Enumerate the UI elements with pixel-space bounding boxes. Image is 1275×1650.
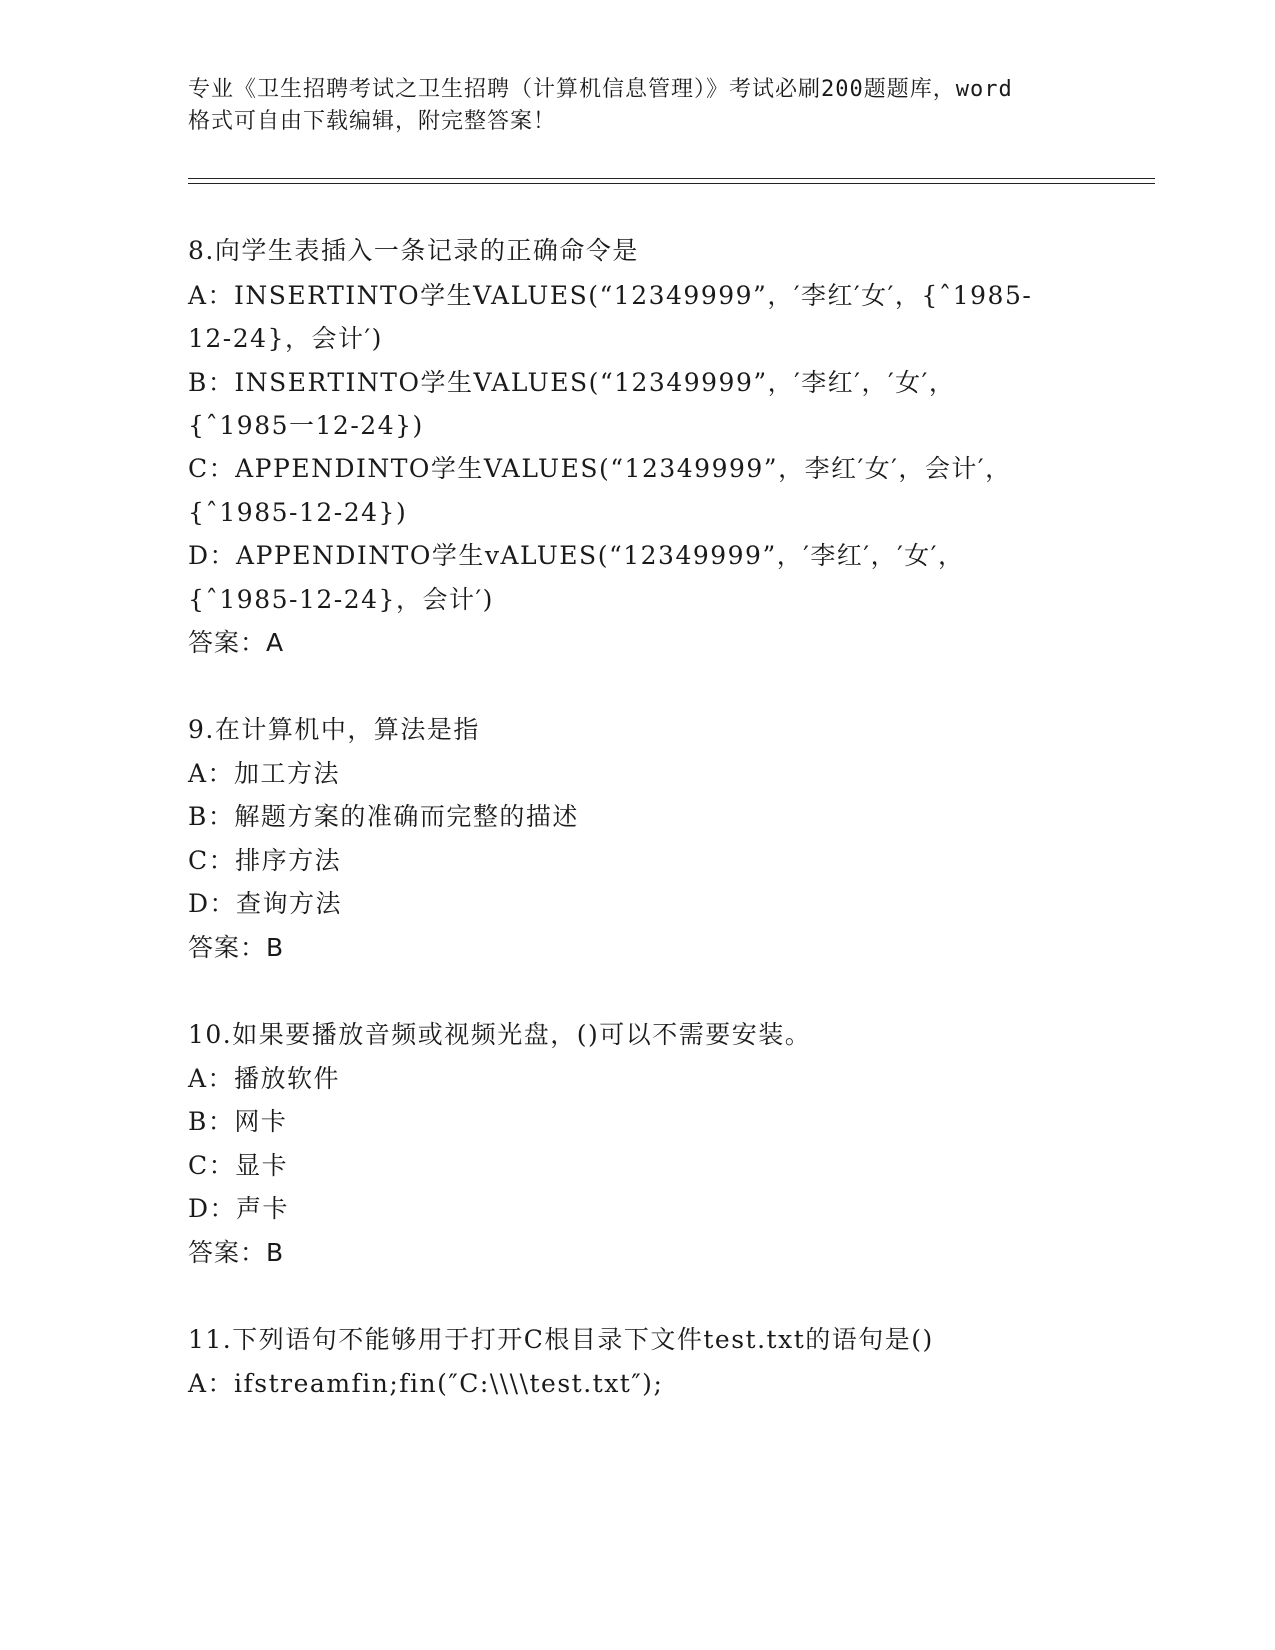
question-stem: 8.向学生表插入一条记录的正确命令是 [188,236,639,265]
option-line: B：INSERTINTO学生VALUES(“12349999”，′李红′，′女′， [188,368,956,397]
question-stem: 10.如果要播放音频或视频光盘，()可以不需要安装。 [188,1020,812,1049]
option-line: A：播放软件 [188,1064,341,1093]
option-line: {ˆ1985一12-24}) [188,411,424,440]
option-line: A：加工方法 [188,759,341,788]
option-line: D：APPENDINTO学生vALUES(“12349999”，′李红′，′女′， [188,541,965,570]
option-line: {ˆ1985-12-24}) [188,498,408,527]
answer-label: 答案：A [188,628,285,657]
option-line: B：解题方案的准确而完整的描述 [188,802,579,831]
header-divider-top [188,178,1155,179]
header-title-line-2: 格式可自由下载编辑，附完整答案！ [188,109,557,134]
option-line: C：排序方法 [188,846,342,875]
header-divider-bottom [188,183,1155,184]
option-line: 12-24}，会计′) [188,324,383,353]
option-line: {ˆ1985-12-24}，会计′) [188,585,494,614]
option-line: C：APPENDINTO学生VALUES(“12349999”，李红′女′，会计′， [188,454,1012,483]
option-line: C：显卡 [188,1151,289,1180]
answer-label: 答案：B [188,1238,285,1267]
option-line: D：声卡 [188,1194,290,1223]
option-line: B：网卡 [188,1107,288,1136]
question-stem: 9.在计算机中，算法是指 [188,715,480,744]
option-line: A：INSERTINTO学生VALUES(“12349999”，′李红′女′，{ˆ1985- [188,281,1033,310]
option-line: D：查询方法 [188,889,343,918]
question-stem: 11.下列语句不能够用于打开C根目录下文件test.txt的语句是() [188,1325,934,1354]
answer-label: 答案：B [188,933,285,962]
document-header [188,74,1088,138]
option-line: A：ifstreamfin;fin(″C:\\\\test.txt″); [188,1369,664,1398]
header-title-line-1: 专业《卫生招聘考试之卫生招聘（计算机信息管理）》考试必刷200题题库，word [188,77,1013,102]
